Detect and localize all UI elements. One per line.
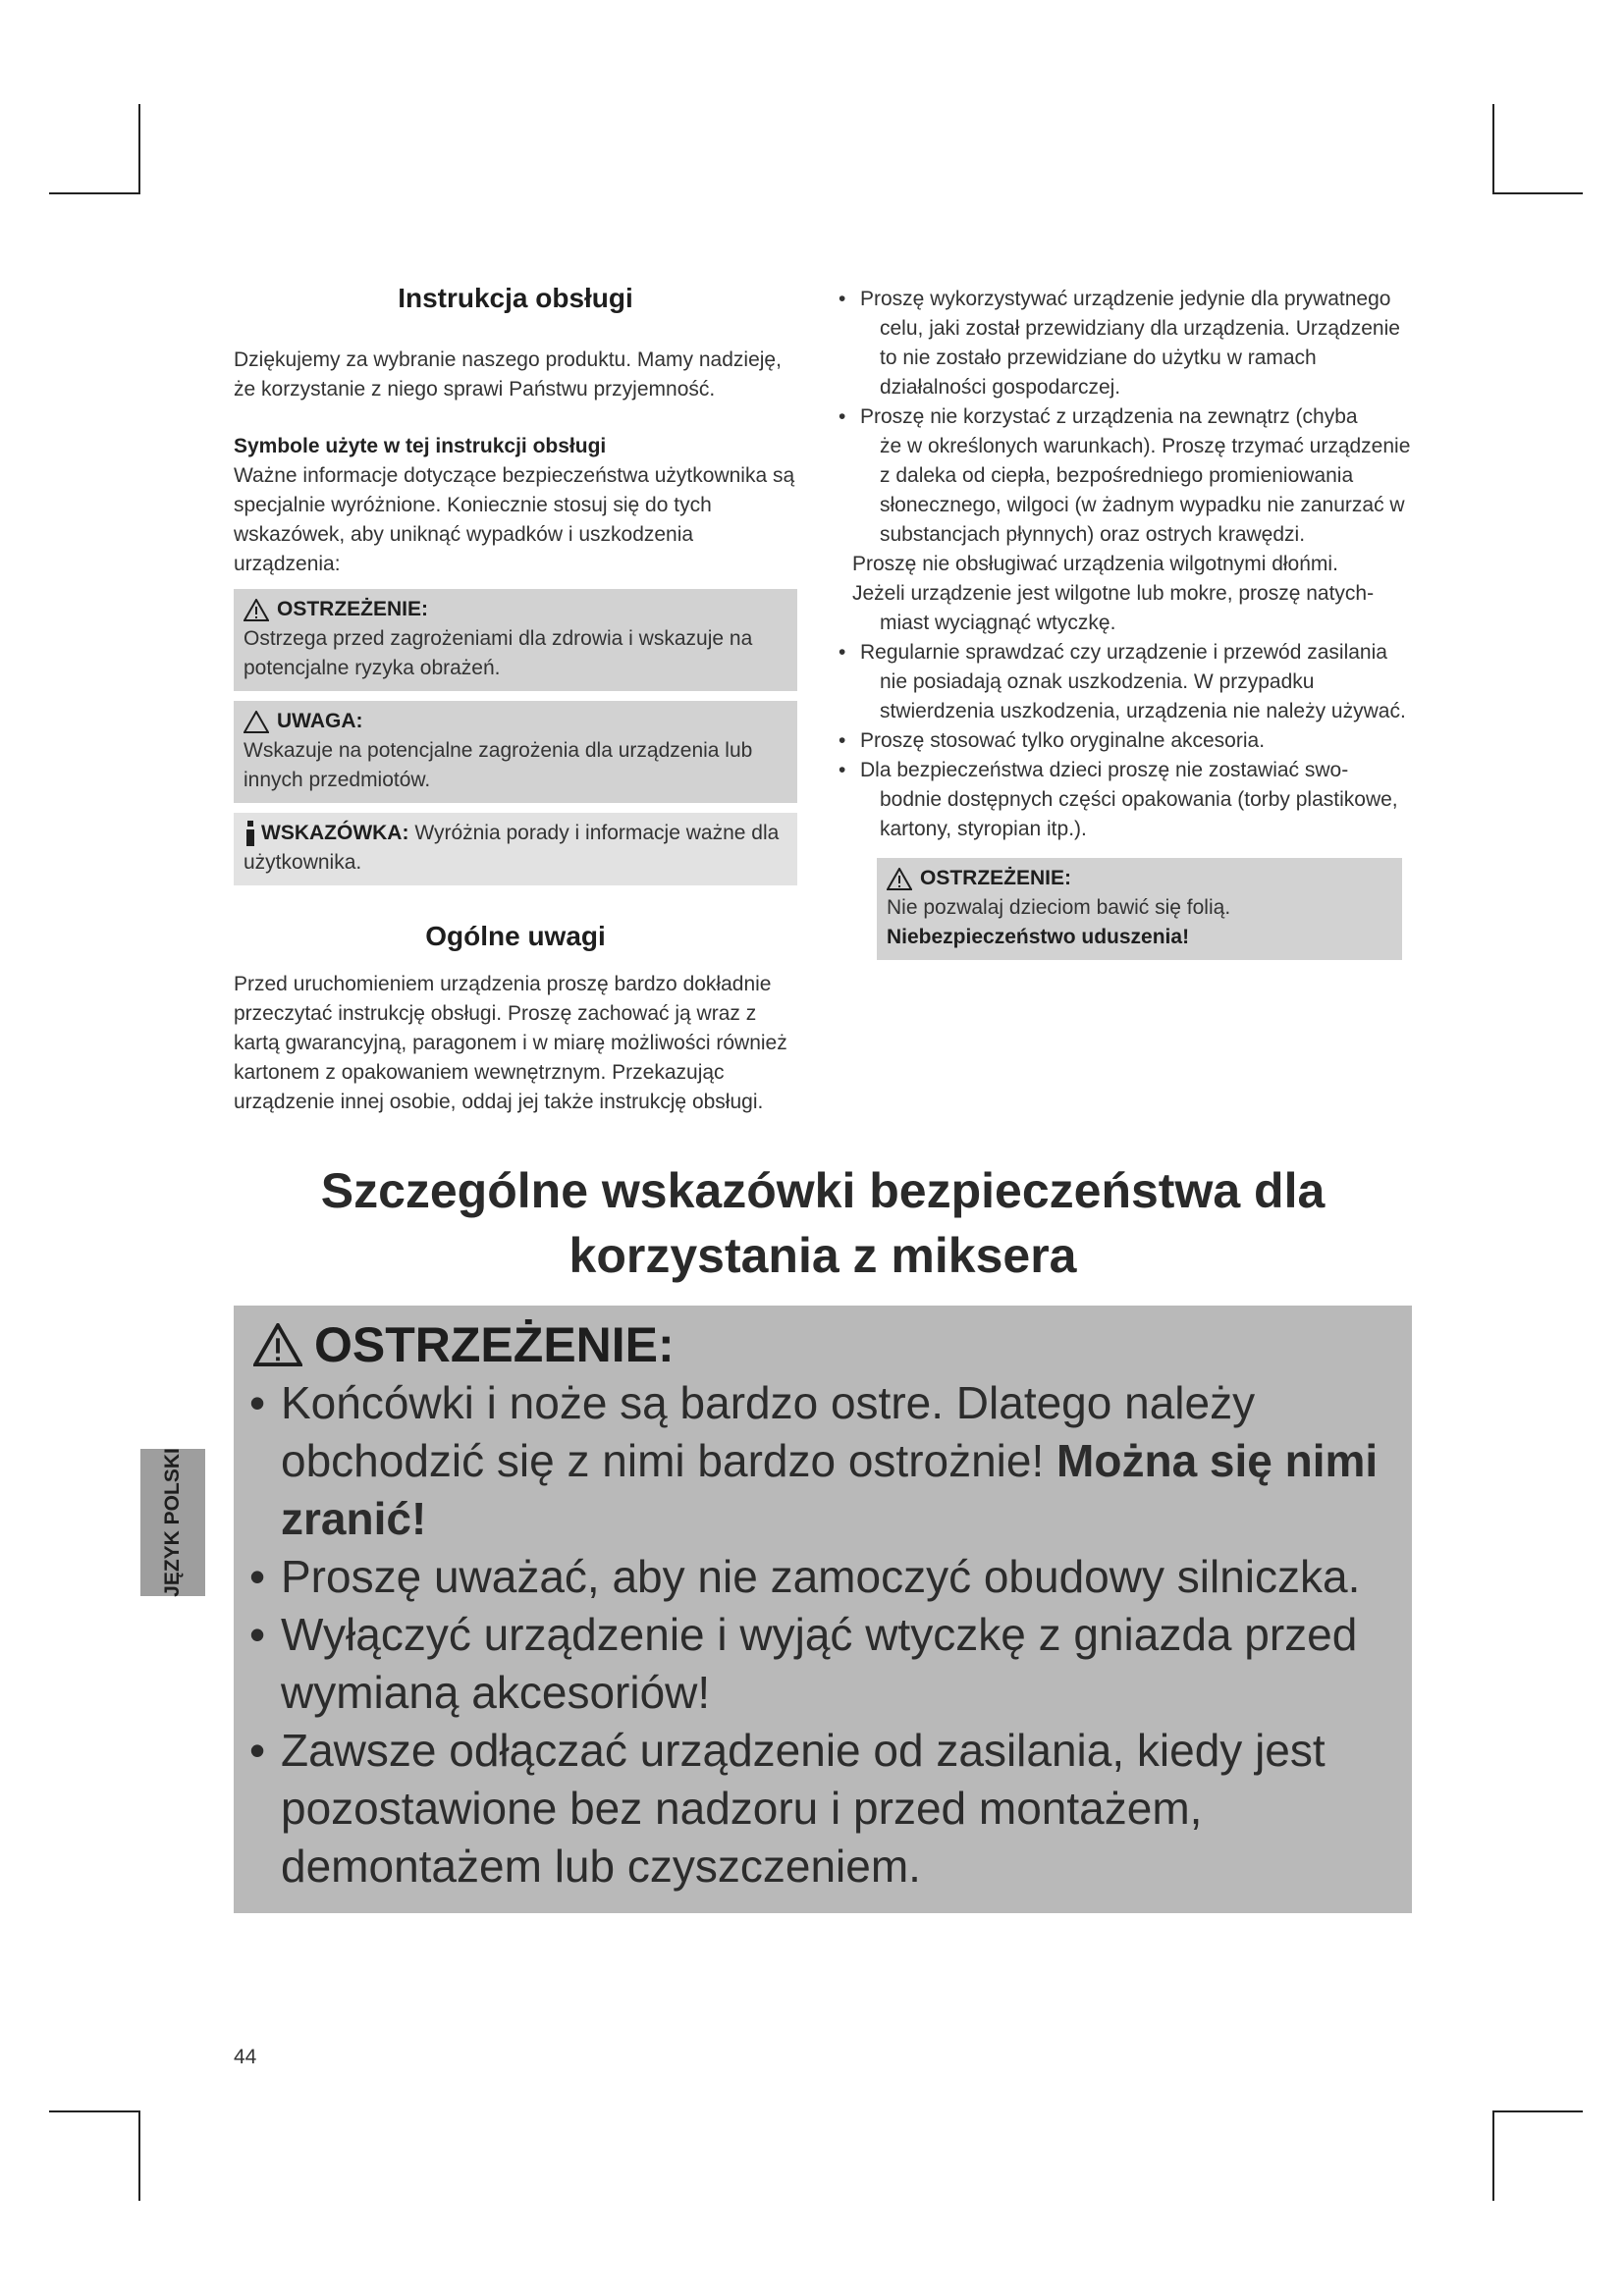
special-safety-heading-line2: korzystania z miksera: [568, 1228, 1077, 1283]
crop-mark-bottom-right-v: [1492, 2110, 1494, 2201]
bullet-3-rest: nie posiadają oznak uszkodzenia. W przypadku stwierdzenia uszkodzenia, urządzenia nie należy używać.: [880, 670, 1406, 722]
bullet-5-first: Dla bezpieczeństwa dzieci proszę nie zostawiać swo-: [860, 759, 1349, 781]
caution-box-text: Wskazuje na potencjalne zagrożenia dla urządzenia lub innych przedmiotów.: [244, 739, 753, 791]
child-warning-box: [877, 858, 1402, 960]
crop-mark-bottom-right-h: [1492, 2110, 1583, 2112]
intro-text: Dziękujemy za wybranie naszego produktu. Mamy nadzieję, że korzystanie z niego sprawi Państwu przyjemność.: [234, 348, 782, 400]
child-warning-title: OSTRZEŻENIE:: [920, 867, 1072, 889]
general-notes-text: Przed uruchomieniem urządzenia proszę bardzo dokładnie przeczytać instrukcję obsługi. Proszę zachować ją wraz z kartą gwarancyjną, paragonem i w miarę możliwości również kartonem z opakowaniem wewnętrznym. Przekazując urządzenie innej osobie, oddaj jej także instrukcję obsługi.: [234, 973, 787, 1113]
warning-box: [234, 589, 797, 691]
bullet-1-first: Proszę wykorzystywać urządzenie jedynie dla prywatnego: [860, 288, 1391, 310]
warning-box-text: Ostrzega przed zagrożeniami dla zdrowia i wskazuje na potencjalne ryzyka obrażeń.: [244, 627, 753, 679]
crop-mark-bottom-left-h: [49, 2110, 140, 2112]
crop-mark-top-right-h: [1492, 192, 1583, 194]
special-safety-heading: [234, 1158, 1412, 1288]
note-box-text: Wyróżnia porady i informacje ważne dla użytkownika.: [244, 822, 780, 874]
mixer-warning-item-1-strong: Można się nimi zranić!: [281, 1435, 1379, 1544]
language-side-tab: [140, 1449, 205, 1596]
list-item: [833, 756, 1412, 844]
child-warning-strong: Niebezpieczeństwo uduszenia!: [887, 926, 1190, 948]
list-item: • Zawsze odłączać urządzenie od zasilania, kiedy jest pozostawione bez nadzoru i przed montażem, demontażem lub czyszczeniem.: [234, 1722, 1412, 1896]
list-item: • Wyłączyć urządzenie i wyjąć wtyczkę z gniazda przed wymianą akcesoriów!: [234, 1606, 1412, 1722]
child-warning-text: Nie pozwalaj dzieciom bawić się folią.: [887, 896, 1231, 919]
crop-mark-top-left-v: [138, 104, 140, 194]
list-item: [833, 638, 1412, 726]
warning-triangle-icon: [244, 599, 269, 621]
caution-triangle-icon: [244, 711, 269, 733]
list-item: [833, 285, 1412, 402]
mixer-warning-box: [234, 1306, 1412, 1913]
wet-device-first: Jeżeli urządzenie jest wilgotne lub mokre, proszę natych-: [852, 582, 1375, 605]
bullet-2-first: Proszę nie korzystać z urządzenia na zewnątrz (chyba: [860, 405, 1358, 428]
list-item: [833, 402, 1412, 550]
info-icon: [244, 821, 257, 846]
crop-mark-bottom-left-v: [138, 2110, 140, 2201]
bullet-1-rest: celu, jaki został przewidziany dla urządzenia. Urządzenie to nie zostało przewidziane do użytku w ramach działalności gospodarczej.: [880, 317, 1400, 399]
wet-hands-line: Proszę nie obsługiwać urządzenia wilgotnymi dłońmi.: [852, 553, 1338, 575]
language-side-tab-label: JĘZYK POLSKI: [161, 1448, 184, 1597]
bullet-3-first: Regularnie sprawdzać czy urządzenie i przewód zasilania: [860, 641, 1387, 664]
left-column: [234, 283, 797, 1117]
symbols-heading: Symbole użyte w tej instrukcji obsługi: [234, 435, 607, 457]
bullet-2-rest: że w określonych warunkach). Proszę trzymać urządzenie z daleka od ciepła, bezpośredniego promieniowania słonecznego, wilgoci (w żadnym wypadku nie zanurzać w substancjach płynnych) oraz ostrych krawędzi.: [880, 435, 1411, 546]
note-box-title: WSKAZÓWKA:: [261, 822, 409, 844]
crop-mark-top-right-v: [1492, 104, 1494, 194]
wet-device-line: [833, 579, 1412, 638]
warning-triangle-icon: [887, 868, 912, 890]
warning-triangle-icon: [253, 1323, 302, 1366]
symbols-text: Ważne informacje dotyczące bezpieczeństwa użytkownika są specjalnie wyróżnione. Koniecznie stosuj się do tych wskazówek, aby uniknąć wypadków i uszkodzenia urządzenia:: [234, 464, 795, 575]
list-item: [234, 1374, 1412, 1548]
caution-box: [234, 701, 797, 803]
bullet-5-rest: bodnie dostępnych części opakowania (torby plastikowe, kartony, styropian itp.).: [880, 788, 1398, 840]
crop-mark-top-left-h: [49, 192, 140, 194]
mixer-warning-item-1: Końcówki i noże są bardzo ostre. Dlatego należy obchodzić się z nimi bardzo ostrożnie!: [281, 1377, 1256, 1486]
general-notes-title: Ogólne uwagi: [425, 921, 606, 951]
list-item: • Proszę uważać, aby nie zamoczyć obudowy silniczka.: [234, 1548, 1412, 1606]
caution-box-title: UWAGA:: [277, 710, 363, 732]
list-item: [833, 726, 1412, 756]
manual-title: Instrukcja obsługi: [398, 283, 633, 313]
wet-device-rest: miast wyciągnąć wtyczkę.: [880, 612, 1116, 634]
bullet-4: Proszę stosować tylko oryginalne akcesoria.: [860, 729, 1266, 752]
special-safety-heading-line1: Szczególne wskazówki bezpieczeństwa dla: [320, 1163, 1326, 1218]
page-number: 44: [234, 2046, 257, 2068]
mixer-warning-title: OSTRZEŻENIE:: [314, 1317, 675, 1372]
note-box: [234, 813, 797, 885]
right-column: [833, 285, 1412, 960]
warning-box-title: OSTRZEŻENIE:: [277, 598, 429, 620]
